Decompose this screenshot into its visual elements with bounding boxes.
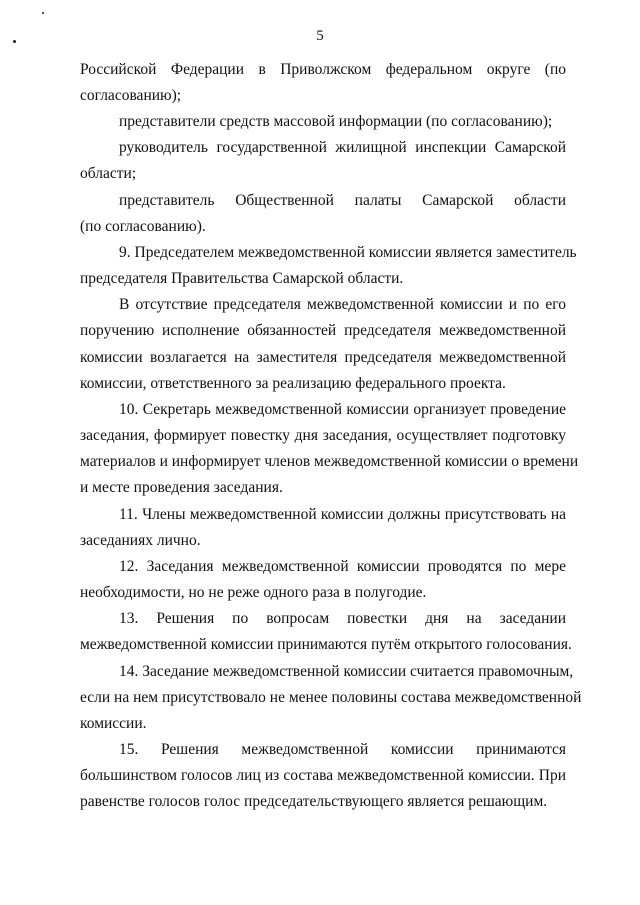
- text-line: 12. Заседания межведомственной комиссии проводятся по мере: [119, 558, 566, 575]
- text-line: комиссии, ответственного за реализацию федерального проекта.: [80, 375, 506, 392]
- text-line: равенстве голосов голос председательствующего является решающим.: [80, 793, 548, 810]
- text-line: межведомственной комиссии принимаются путём открытого голосования.: [80, 636, 572, 653]
- text-line: необходимости, но не реже одного раза в полугодие.: [80, 584, 427, 601]
- text-line: представители средств массовой информации (по согласованию);: [119, 113, 553, 130]
- text-line: материалов и информирует членов межведомственной комиссии о времени: [80, 453, 579, 470]
- text-line: Российской Федерации в Приволжском федеральном округе (по: [80, 61, 566, 78]
- text-line: заседаниях лично.: [80, 532, 201, 549]
- text-line: поручению исполнение обязанностей председателя межведомственной: [80, 322, 566, 339]
- text-line: и месте проведения заседания.: [80, 479, 283, 496]
- text-line: 10. Секретарь межведомственной комиссии организует проведение: [119, 401, 566, 418]
- text-line: согласованию);: [80, 87, 182, 104]
- text-line: руководитель государственной жилищной инспекции Самарской: [119, 139, 566, 156]
- text-line: большинством голосов лиц из состава межведомственной комиссии. При: [80, 767, 566, 784]
- text-line: (по согласованию).: [80, 218, 206, 235]
- text-line: 14. Заседание межведомственной комиссии считается правомочным,: [119, 663, 574, 680]
- text-line: области;: [80, 165, 137, 182]
- text-line: 9. Председателем межведомственной комиссии является заместитель: [119, 244, 577, 261]
- page-number: 5: [316, 28, 324, 44]
- text-line: заседания, формирует повестку дня заседания, осуществляет подготовку: [80, 427, 566, 444]
- text-line: 11. Члены межведомственной комиссии должны присутствовать на: [119, 506, 566, 523]
- text-line: 13. Решения по вопросам повестки дня на заседании: [119, 610, 566, 627]
- text-line: председателя Правительства Самарской области.: [80, 270, 404, 287]
- text-line: комиссии.: [80, 715, 147, 732]
- text-line: представитель Общественной палаты Самарской области: [119, 192, 566, 209]
- text-line: если на нем присутствовало не менее половины состава межведомственной: [80, 689, 582, 706]
- text-line: 15. Решения межведомственной комиссии принимаются: [119, 741, 566, 758]
- text-line: В отсутствие председателя межведомственной комиссии и по его: [119, 296, 566, 313]
- scan-speck: [42, 12, 44, 14]
- text-line: комиссии возлагается на заместителя председателя межведомственной: [80, 349, 566, 366]
